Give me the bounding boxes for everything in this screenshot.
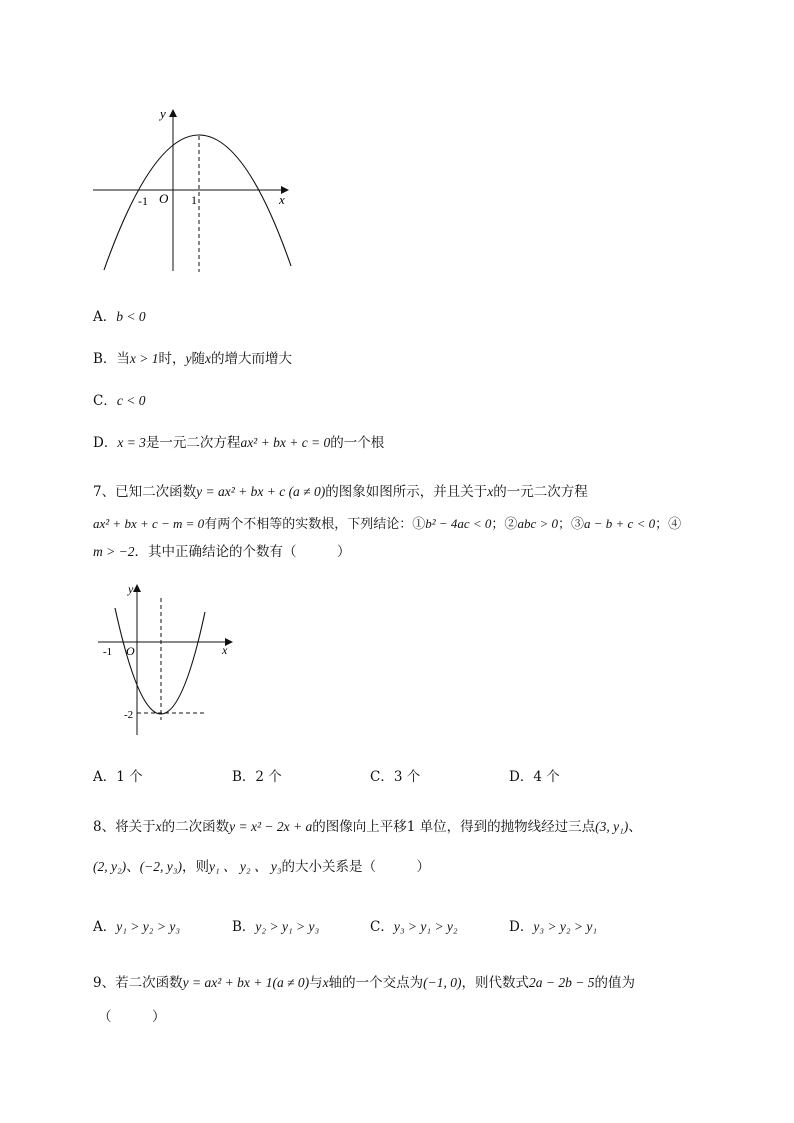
math-function: y = ax² + bx + 1(a ≠ 0) (182, 975, 310, 990)
math-var-x: x (205, 351, 212, 366)
q8-text: 、 (628, 819, 642, 835)
math-equation: ax² + bx + c − m = 0 (93, 516, 205, 531)
math-expr: y₃ > y₁ > y₂ (393, 919, 458, 934)
parabola-graph-downward (90, 100, 300, 275)
q9-answer-blank[interactable]: （ ） (98, 1009, 166, 1025)
q6-option-a[interactable] (93, 305, 146, 325)
q7-text: 有两个不相等的实数根，下列结论：① (204, 517, 426, 532)
q7-line-1 (93, 480, 588, 500)
x-axis-label: x (279, 192, 285, 207)
q7-text: ．其中正确结论的个数有（ ） (134, 544, 351, 560)
option-letter: A． (93, 919, 117, 935)
option-letter: B．当 (93, 351, 130, 367)
q8-text: 、 (126, 859, 140, 875)
q9-text: 与 (309, 975, 323, 991)
math-function: y = ax² + bx + c (a ≠ 0) (196, 484, 326, 499)
q7-line-3 (93, 540, 350, 560)
q7-option-a[interactable]: A．1 个 (93, 769, 143, 785)
tick-label-1: 1 (191, 193, 197, 207)
math-expr: c < 0 (116, 393, 146, 408)
q7-text: 7、已知二次函数 (93, 484, 197, 500)
tick-label-neg1: -1 (138, 194, 148, 208)
q9-text: 9、若二次函数 (93, 975, 183, 991)
q9-line-1 (93, 971, 635, 991)
math-equation: ax² + bx + c = 0 (240, 435, 331, 450)
math-expr: x = 3 (117, 435, 146, 450)
y-axis-label: y (160, 106, 166, 121)
math-expr: y₂ > y₁ > y₃ (255, 919, 320, 934)
math-conclusion-4: m > −2 (93, 544, 135, 559)
q7-text: ；④ (655, 517, 682, 532)
math-expr: y₃ > y₂ > y₁ (533, 919, 598, 934)
math-point-2: (2, y₂) (93, 859, 127, 874)
q8-text: 的大小关系是（ ） (281, 859, 431, 875)
q7-option-b[interactable]: B．2 个 (232, 769, 282, 785)
math-conclusion-1: b² − 4ac < 0 (425, 516, 492, 531)
parabola-graph-upward (90, 580, 240, 740)
option-text: 的增大而增大 (211, 351, 293, 367)
q8-line-1 (93, 815, 642, 835)
option-letter: A． (93, 309, 117, 325)
q9-text: ，则代数式 (461, 975, 529, 991)
math-expr: y₁ > y₂ > y₃ (116, 919, 181, 934)
math-var-x: x (155, 819, 162, 834)
math-expr: x > 1 (129, 351, 159, 366)
q8-option-a[interactable] (93, 915, 180, 935)
q8-text: 的图像向上平移1 单位，得到的抛物线经过三点 (312, 819, 596, 835)
math-expr: b < 0 (116, 309, 146, 324)
q8-text: 的二次函数 (161, 819, 230, 835)
q9-text: 的值为 (594, 975, 635, 991)
y-axis-label: y (128, 582, 134, 596)
math-point: (−1, 0) (423, 975, 462, 990)
q8-text: 8、将关于 (93, 819, 156, 835)
option-text: 随 (191, 351, 206, 367)
q6-option-d[interactable] (93, 431, 384, 451)
option-letter: D． (509, 919, 534, 935)
option-letter: C． (370, 919, 394, 935)
q8-line-2 (93, 855, 430, 875)
q7-text: ；③ (557, 517, 584, 532)
math-point-3: (−2, y₃) (139, 859, 182, 874)
q7-line-2 (93, 513, 681, 532)
q7-text: 的一元二次方程 (493, 484, 588, 500)
q6-option-b[interactable] (93, 347, 292, 367)
option-text: 时， (158, 351, 186, 367)
q9-text: 轴的一个交点为 (328, 975, 424, 991)
math-function: y = x² − 2x + a (229, 819, 313, 834)
math-vars: y₁ 、 y₂ 、 y₃ (208, 859, 282, 874)
option-letter: B． (232, 919, 256, 935)
q7-text: 的图象如图所示，并且关于 (325, 484, 488, 500)
math-var-x: x (487, 484, 494, 499)
parabola-curve (115, 608, 205, 714)
origin-label: O (126, 644, 135, 658)
parabola-curve (104, 135, 291, 270)
option-letter: C． (93, 393, 117, 409)
q8-option-d[interactable] (509, 915, 597, 935)
math-expr: 2a − 2b − 5 (528, 975, 595, 990)
origin-label: O (159, 191, 169, 206)
q8-option-c[interactable] (370, 915, 458, 935)
option-text: 的一个根 (330, 435, 385, 451)
option-letter: D． (93, 435, 118, 451)
q7-text: ；② (491, 517, 518, 532)
math-var-x: x (322, 975, 329, 990)
math-point-1: (3, y₁) (595, 819, 629, 834)
q6-option-c[interactable] (93, 389, 145, 409)
option-text: 是一元二次方程 (145, 435, 241, 451)
x-axis-label: x (222, 643, 228, 657)
q7-option-c[interactable]: C．3 个 (370, 769, 421, 785)
q8-option-b[interactable] (232, 915, 319, 935)
tick-label-neg1: -1 (103, 646, 113, 658)
tick-label-neg2: -2 (124, 709, 134, 721)
math-var-y: y (185, 351, 192, 366)
math-conclusion-2: abc > 0 (517, 516, 558, 531)
math-conclusion-3: a − b + c < 0 (584, 516, 656, 531)
q7-option-d[interactable]: D．4 个 (509, 769, 560, 785)
q8-text: ，则 (181, 859, 209, 875)
